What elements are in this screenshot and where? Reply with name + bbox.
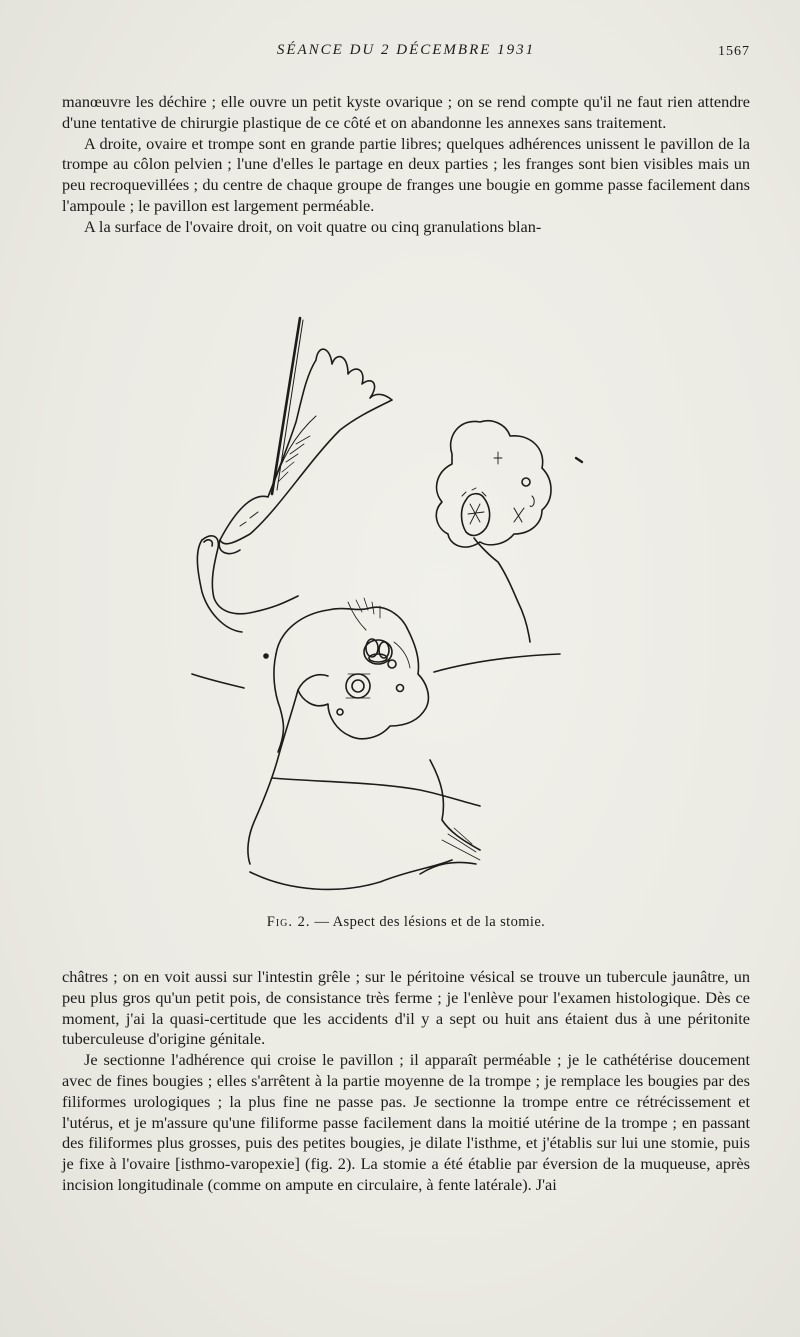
text-block-bottom (62, 967, 750, 1196)
anatomical-figure (180, 312, 620, 897)
figure-caption (62, 914, 750, 931)
figure-caption-text: — Aspect des lésions et de la stomie. (310, 914, 546, 930)
figure-drawing (180, 312, 620, 897)
paragraph: A la surface de l'ovaire droit, on voit quatre ou cinq granulations blan- (84, 216, 542, 236)
ovary-stomia-drawing (248, 598, 429, 864)
page-header (62, 42, 750, 66)
paragraph: A droite, ovaire et trompe sont en grande partie libres; quelques adhérences unissent le pavillon de la trompe au côlon pelvien ; l'une d'elles le partage en deux parties ; les franges sont bien visibles mais un peu recroquevillées ; du centre de chaque groupe de franges une bougie en gomme passe facilement dans l'ampoule ; le pavillon est largement perméable. (62, 133, 750, 215)
tube-pavilion-drawing (219, 349, 392, 553)
right-ovary-drawing (436, 421, 582, 642)
page-number: 1567 (718, 44, 750, 59)
paragraph: manœuvre les déchire ; elle ouvre un petit kyste ovarique ; on se rend compte qu'il ne faut rien attendre d'une tentative de chirurgie plastique de ce côté et on abandonne les annexes sans traitement. (62, 92, 750, 132)
tube-loop-drawing (192, 536, 298, 688)
paragraph: Je sectionne l'adhérence qui croise le pavillon ; il apparaît perméable ; je le cathétérise doucement avec de fines bougies ; elles s'arrêtent à la partie moyenne de la trompe ; je remplace les bougies par des filiformes urologiques ; la plus fine ne passe pas. Je sectionne la trompe entre ce rétrécissement et l'utérus, et je m'assure qu'une filiforme passe facilement dans la moitié utérine de la trompe ; en passant des filiformes plus grosses, puis des petites bougies, je dilate l'isthme, et j'établis sur lui une stomie, puis je fixe à l'ovaire [isthmo-varopexie] (fig. 2). La stomie a été établie par éversion de la muqueuse, après incision longitudinale (comme on ampute en circulaire, à fente latérale). J'ai (62, 1050, 750, 1194)
running-title: SÉANCE DU 2 DÉCEMBRE 1931 (276, 42, 536, 58)
paragraph: châtres ; on en voit aussi sur l'intestin grêle ; sur le péritoine vésical se trouve un tubercule jaunâtre, un peu plus gros qu'un petit pois, de consistance très ferme ; je l'enlève pour l'examen histologique. Dès ce moment, j'ai la quasi-certitude que les accidents d'il y a sept ou huit ans étaient dus à une péritonite tuberculeuse d'origine génitale. (62, 967, 750, 1049)
text-block-top (62, 92, 750, 238)
figure-label: Fig. 2. (266, 914, 311, 930)
bowel-outline-drawing (250, 654, 560, 889)
